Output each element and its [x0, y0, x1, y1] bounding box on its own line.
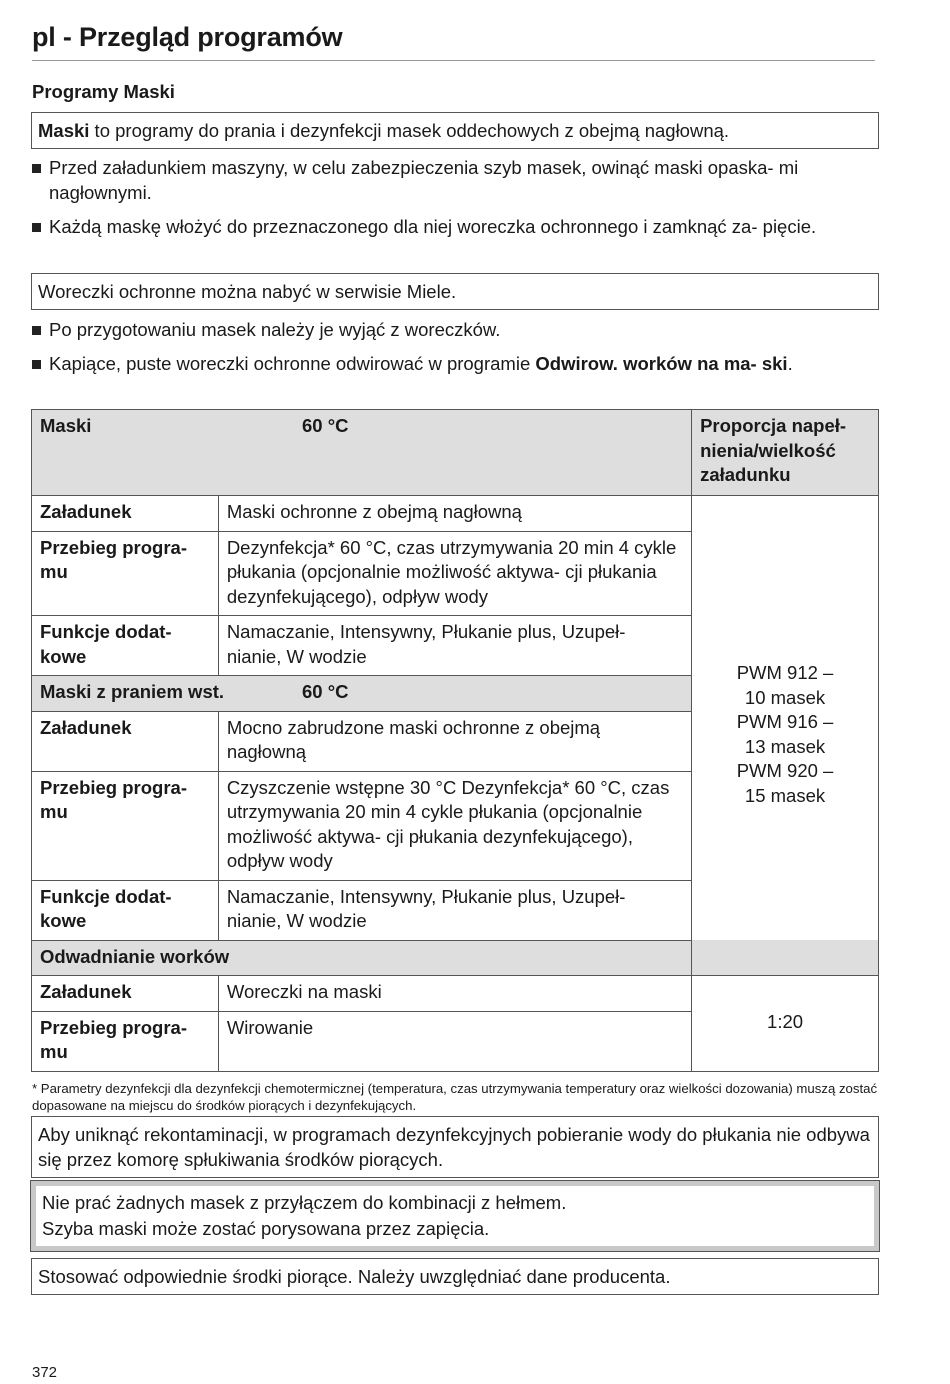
subprogram-header [32, 676, 692, 712]
row-value: Woreczki na maski [218, 976, 691, 1012]
ratio-header: Proporcja napeł- nienia/wielkość załadunku [692, 410, 879, 496]
program-temp: 60 °C [302, 681, 349, 702]
bullet-text: Kapiące, puste woreczki ochronne odwirować w programie [49, 353, 536, 374]
row-label: Przebieg progra- mu [32, 1011, 219, 1071]
note-box-detergents [31, 1258, 879, 1295]
warning-line: Nie prać żadnych masek z przyłączem do kombinacji z hełmem. [42, 1192, 567, 1213]
note-text: Stosować odpowiednie środki piorące. Należy uwzględniać dane producenta. [38, 1266, 671, 1287]
row-value: Namaczanie, Intensywny, Płukanie plus, Uzupeł- nianie, W wodzie [218, 616, 691, 676]
row-value: Namaczanie, Intensywny, Płukanie plus, Uzupeł- nianie, W wodzie [218, 880, 691, 940]
page-number: 372 [32, 1364, 58, 1381]
bullet-text: Po przygotowaniu masek należy je wyjąć z woreczków. [49, 319, 501, 340]
warning-box [31, 1181, 879, 1251]
program-table [31, 409, 879, 1072]
ratio-cell [692, 496, 879, 976]
ratio-line: 15 masek [744, 784, 826, 806]
note-box-bags [31, 273, 879, 310]
program-temp: 60 °C [302, 415, 349, 436]
note-text: Aby uniknąć rekontaminacji, w programach dezynfekcyjnych pobieranie wody do płukania nie odbywa się przez komorę spłukiwania środków piorących. [38, 1124, 870, 1170]
bullet-square-icon [32, 223, 41, 232]
row-value: Czyszczenie wstępne 30 °C Dezynfekcja* 60 °C, czas utrzymywania 20 min 4 cykle płukania (opcjonalnie możliwość aktywa- cji płukania dezynfekującego), odpływ wody [218, 771, 691, 880]
ratio-cell: 1:20 [692, 976, 879, 1072]
table-row [32, 496, 879, 532]
bullet-square-icon [32, 360, 41, 369]
bullet-square-icon [32, 326, 41, 335]
note-text: Woreczki ochronne można nabyć w serwisie Miele. [38, 281, 457, 302]
row-label: Funkcje dodat- kowe [32, 616, 219, 676]
row-label: Załadunek [32, 711, 219, 771]
ratio-line: PWM 912 – [736, 662, 834, 683]
subprogram-header-row [32, 940, 879, 976]
bullet-item [32, 214, 878, 239]
bullet-item [32, 317, 878, 342]
bullet-item [32, 155, 878, 205]
footnote: * Parametry dezynfekcji dla dezynfekcji chemotermicznej (temperatura, czas utrzymywania temperatury oraz wielkości dozowania) muszą zostać dopasowane na miejscu do środków piorących i dezynfekujących. [32, 1081, 878, 1113]
row-value: Maski ochronne z obejmą nagłowną [218, 496, 691, 532]
row-label: Przebieg progra- mu [32, 531, 219, 616]
row-value: Mocno zabrudzone maski ochronne z obejmą nagłowną [218, 711, 691, 771]
section-heading: Programy Maski [32, 81, 175, 102]
bullet-text: Przed załadunkiem maszyny, w celu zabezpieczenia szyb masek, owinąć maski opaska- mi nagłownymi. [49, 157, 799, 203]
note-box-recontamination [31, 1116, 879, 1178]
table-header-row [32, 410, 879, 496]
page-title: pl - Przegląd programów [32, 22, 343, 52]
table-row [32, 976, 879, 1012]
intro-box [31, 112, 879, 149]
intro-bold: Maski [38, 120, 90, 141]
row-value: Wirowanie [218, 1011, 691, 1071]
intro-text: to programy do prania i dezynfekcji masek oddechowych z obejmą nagłowną. [89, 120, 730, 141]
warning-line: Szyba maski może zostać porysowana przez zapięcia. [42, 1218, 490, 1239]
ratio-line: PWM 916 – [736, 711, 834, 732]
row-label: Załadunek [32, 496, 219, 532]
ratio-line: PWM 920 – [736, 760, 834, 781]
program-name: Maski [40, 415, 92, 436]
subprogram-header: Odwadnianie worków [32, 940, 879, 976]
bullet-text: Każdą maskę włożyć do przeznaczonego dla niej woreczka ochronnego i zamknąć za- pięcie. [49, 216, 817, 237]
program-name: Odwirow. worków na ma- ski [535, 353, 788, 374]
row-value: Dezynfekcja* 60 °C, czas utrzymywania 20 min 4 cykle płukania (opcjonalnie możliwość aktywa- cji płukania dezynfekującego), odpływ wody [218, 531, 691, 616]
bullet-item [32, 351, 878, 376]
ratio-line: 10 masek [744, 686, 826, 708]
row-label: Załadunek [32, 976, 219, 1012]
bullet-square-icon [32, 164, 41, 173]
program-header [32, 410, 692, 496]
program-name: Maski z praniem wst. [40, 681, 225, 702]
row-label: Przebieg progra- mu [32, 771, 219, 880]
bullet-text: . [787, 353, 793, 374]
title-divider [32, 60, 875, 61]
row-label: Funkcje dodat- kowe [32, 880, 219, 940]
ratio-line: 13 masek [744, 735, 826, 757]
